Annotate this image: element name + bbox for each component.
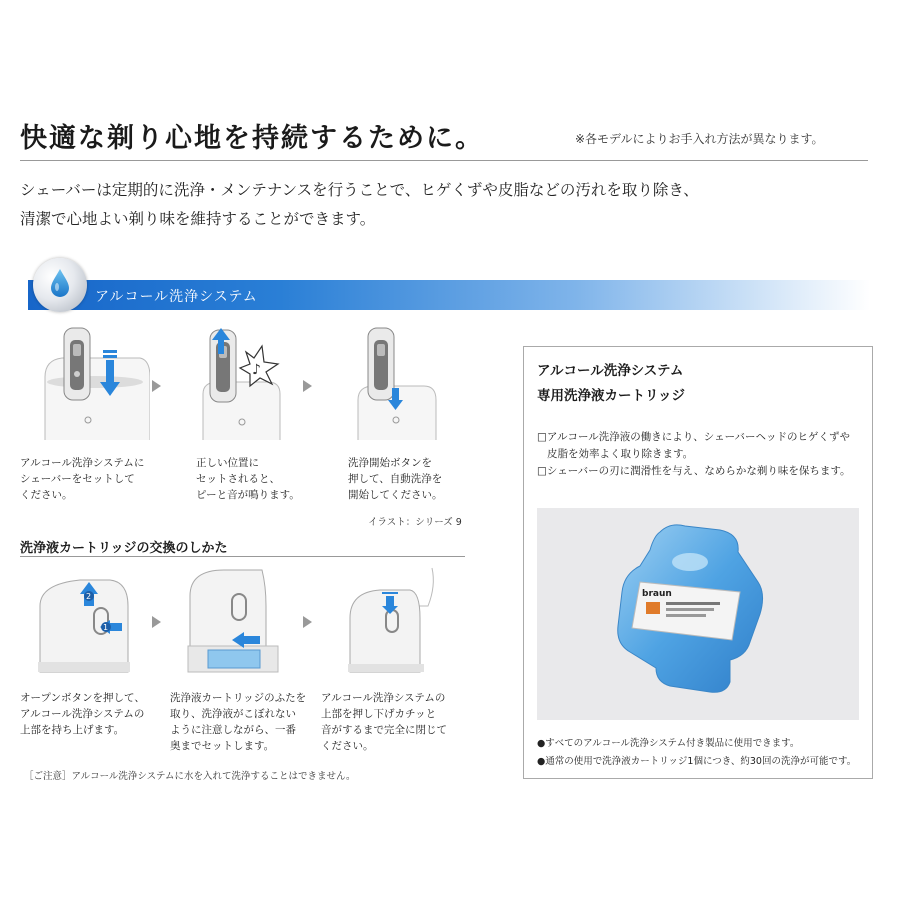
step-arrow-1 bbox=[152, 380, 161, 392]
panel-point-2: □シェーバーの刃に潤滑性を与え、なめらかな剃り味を保ちます。 bbox=[537, 465, 851, 477]
replace-caption-1: オープンボタンを押して、 アルコール洗浄システムの 上部を持ち上げます。 bbox=[20, 692, 145, 736]
illustration-note: イラスト：シリーズ 9 bbox=[368, 517, 462, 528]
step-caption-2: 正しい位置に セットされると、 ピーと音が鳴ります。 bbox=[196, 457, 300, 501]
intro-line-1: シェーバーは定期的に洗浄・メンテナンスを行うことで、ヒゲくずや皮脂などの汚れを取り除き、 bbox=[20, 181, 699, 199]
section-label: アルコール洗浄システム bbox=[95, 289, 258, 305]
panel-point-1: □アルコール洗浄液の働きにより、シェーバーヘッドのヒゲくずや bbox=[537, 431, 851, 443]
shaver-insert-icon bbox=[40, 322, 150, 440]
brand-mark: braun bbox=[642, 589, 672, 599]
close-lid-icon bbox=[340, 566, 450, 674]
intro-line-2: 清潔で心地よい剃り味を維持することができます。 bbox=[20, 210, 376, 228]
replace-caption-2: 洗浄液カートリッジのふたを 取り、洗浄液がこぼれない ように注意しながら、一番 奥までセットします。 bbox=[170, 692, 307, 752]
panel-title: アルコール洗浄システム 専用洗浄液カートリッジ bbox=[537, 363, 685, 404]
model-note: ※各モデルによりお手入れ方法が異なります。 bbox=[575, 132, 824, 146]
panel-bullet-2: ●通常の使用で洗浄液カートリッジ1個につき、約30回の洗浄が可能です。 bbox=[537, 756, 857, 767]
caution-note: ［ご注意］アルコール洗浄システムに水を入れて洗浄することはできません。 bbox=[24, 771, 356, 782]
title-divider bbox=[20, 160, 868, 161]
page-title: 快適な剃り心地を持続するために。 bbox=[20, 123, 484, 154]
panel-bullet-1: ●すべてのアルコール洗浄システム付き製品に使用できます。 bbox=[537, 738, 800, 749]
intro-text bbox=[20, 176, 699, 234]
badge-2: 2 bbox=[86, 592, 92, 601]
panel-points bbox=[537, 429, 850, 480]
shaver-beep-icon bbox=[188, 322, 298, 440]
shaver-start-icon bbox=[340, 322, 450, 440]
step-arrow-3 bbox=[152, 616, 161, 628]
replace-caption-3: アルコール洗浄システムの 上部を押し下げカチッと 音がするまで完全に閉じて ください。 bbox=[321, 692, 447, 752]
panel-point-1b: 皮脂を効率よく取り除きます。 bbox=[547, 448, 694, 460]
water-drop-icon bbox=[48, 268, 72, 298]
badge-1: 1 bbox=[103, 623, 109, 632]
open-lid-icon bbox=[30, 566, 140, 674]
replace-heading: 洗浄液カートリッジの交換のしかた bbox=[20, 541, 228, 556]
step-caption-3: 洗浄開始ボタンを 押して、自動洗浄を 開始してください。 bbox=[348, 457, 443, 501]
cartridge-icon bbox=[600, 522, 790, 702]
insert-cartridge-icon bbox=[184, 566, 294, 674]
step-caption-1: アルコール洗浄システムに シェーバーをセットして ください。 bbox=[20, 457, 145, 501]
step-arrow-4 bbox=[303, 616, 312, 628]
step-arrow-2 bbox=[303, 380, 312, 392]
replace-divider bbox=[20, 556, 465, 557]
svg-text:♪: ♪ bbox=[252, 362, 261, 378]
